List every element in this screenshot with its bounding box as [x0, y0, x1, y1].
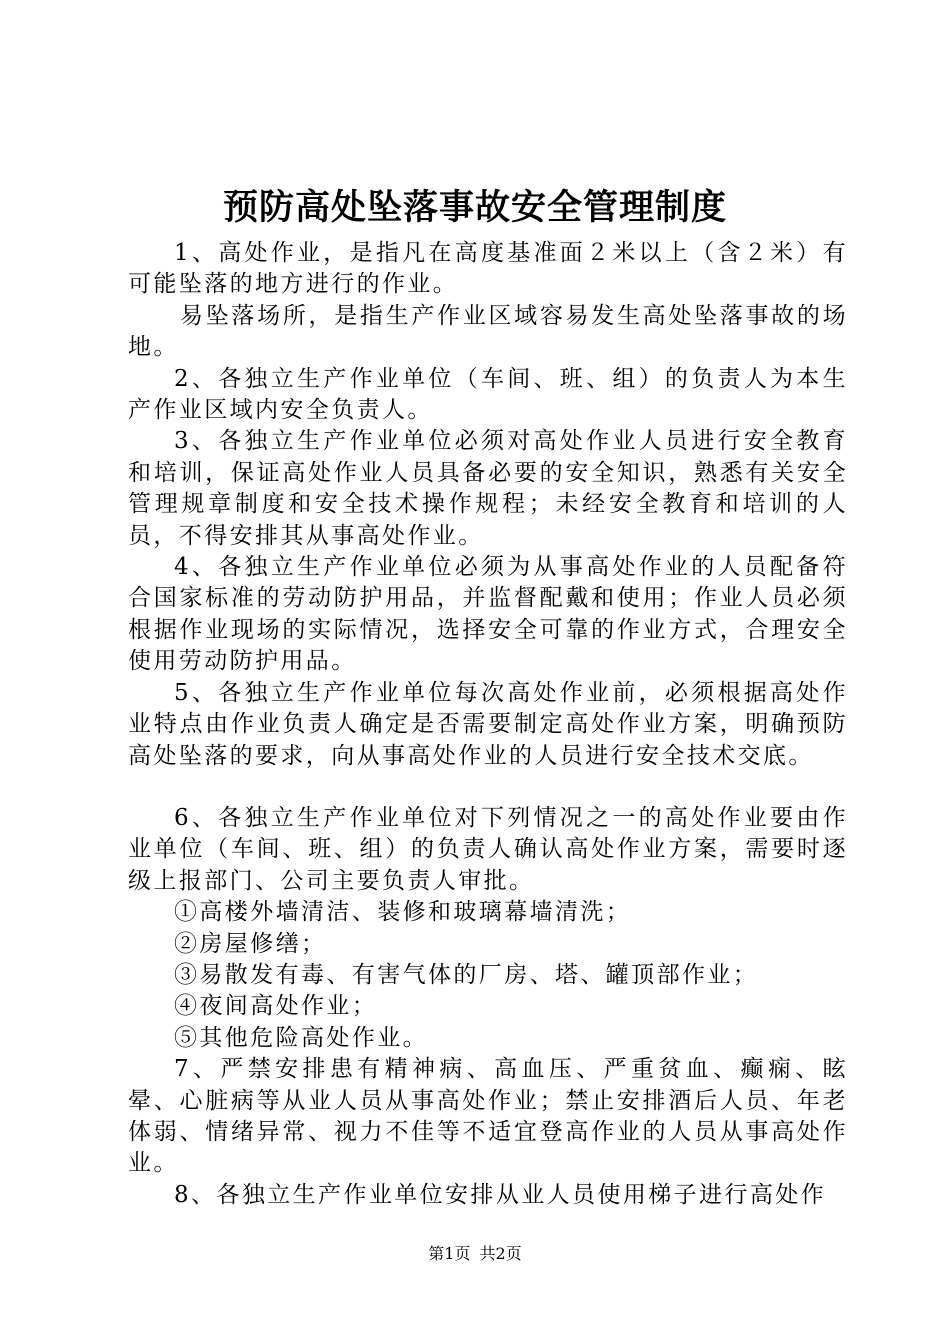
page-total: 共2页 — [479, 1244, 522, 1263]
list-item-5: ⑤其他危险高处作业。 — [174, 1024, 428, 1051]
list-item-2: ②房屋修缮； — [174, 930, 327, 957]
paragraph-1: 1、高处作业，是指凡在高度基准面２米以上（含２米）有可能坠落的地方进行的作业。 — [128, 240, 848, 298]
paragraph-4: 4、各独立生产作业单位必须为从事高处作业的人员配备符合国家标准的劳动防护用品，并监督配戴和使用；作业人员必须根据作业现场的实际情况，选择安全可靠的作业方式，合理安全使用劳动防护用品。 — [128, 554, 848, 675]
paragraph-7: 7、严禁安排患有精神病、高血压、严重贫血、癫痫、眩晕、心脏病等从业人员从事高处作业；禁止安排酒后人员、年老体弱、情绪异常、视力不佳等不适宜登高作业的人员从事高处作业。 — [128, 1056, 848, 1177]
page-footer — [0, 1243, 950, 1265]
list-item-3: ③易散发有毒、有害气体的厂房、塔、罐顶部作业； — [174, 961, 759, 988]
paragraph-8: 8、各独立生产作业单位安排从业人员使用梯子进行高处作 — [174, 1181, 827, 1208]
document-body — [128, 238, 848, 1211]
document-title: 预防高处坠落事故安全管理制度 — [222, 187, 727, 228]
page-number: 第1页 — [428, 1244, 471, 1263]
paragraph-3: 3、各独立生产作业单位必须对高处作业人员进行安全教育和培训，保证高处作业人员具备必要的安全知识，熟悉有关安全管理规章制度和安全技术操作规程；未经安全教育和培训的人员，不得安排其从事高处作业。 — [128, 428, 848, 549]
paragraph-2: 2、各独立生产作业单位（车间、班、组）的负责人为本生产作业区域内安全负责人。 — [128, 365, 848, 424]
paragraph-6: 6、各独立生产作业单位对下列情况之一的高处作业要由作业单位（车间、班、组）的负责人确认高处作业方案，需要时逐级上报部门、公司主要负责人审批。 — [128, 804, 848, 894]
list-item-4: ④夜间高处作业； — [174, 993, 378, 1020]
paragraph-5: 5、各独立生产作业单位每次高处作业前，必须根据高处作业特点由作业负责人确定是否需要制定高处作业方案，明确预防高处坠落的要求，向从事高处作业的人员进行安全技术交底。 — [128, 679, 848, 769]
list-item-1: ①高楼外墙清洁、装修和玻璃幕墙清洗； — [174, 899, 632, 926]
paragraph-1-definition: 易坠落场所，是指生产作业区域容易发生高处坠落事故的场地。 — [128, 302, 848, 361]
